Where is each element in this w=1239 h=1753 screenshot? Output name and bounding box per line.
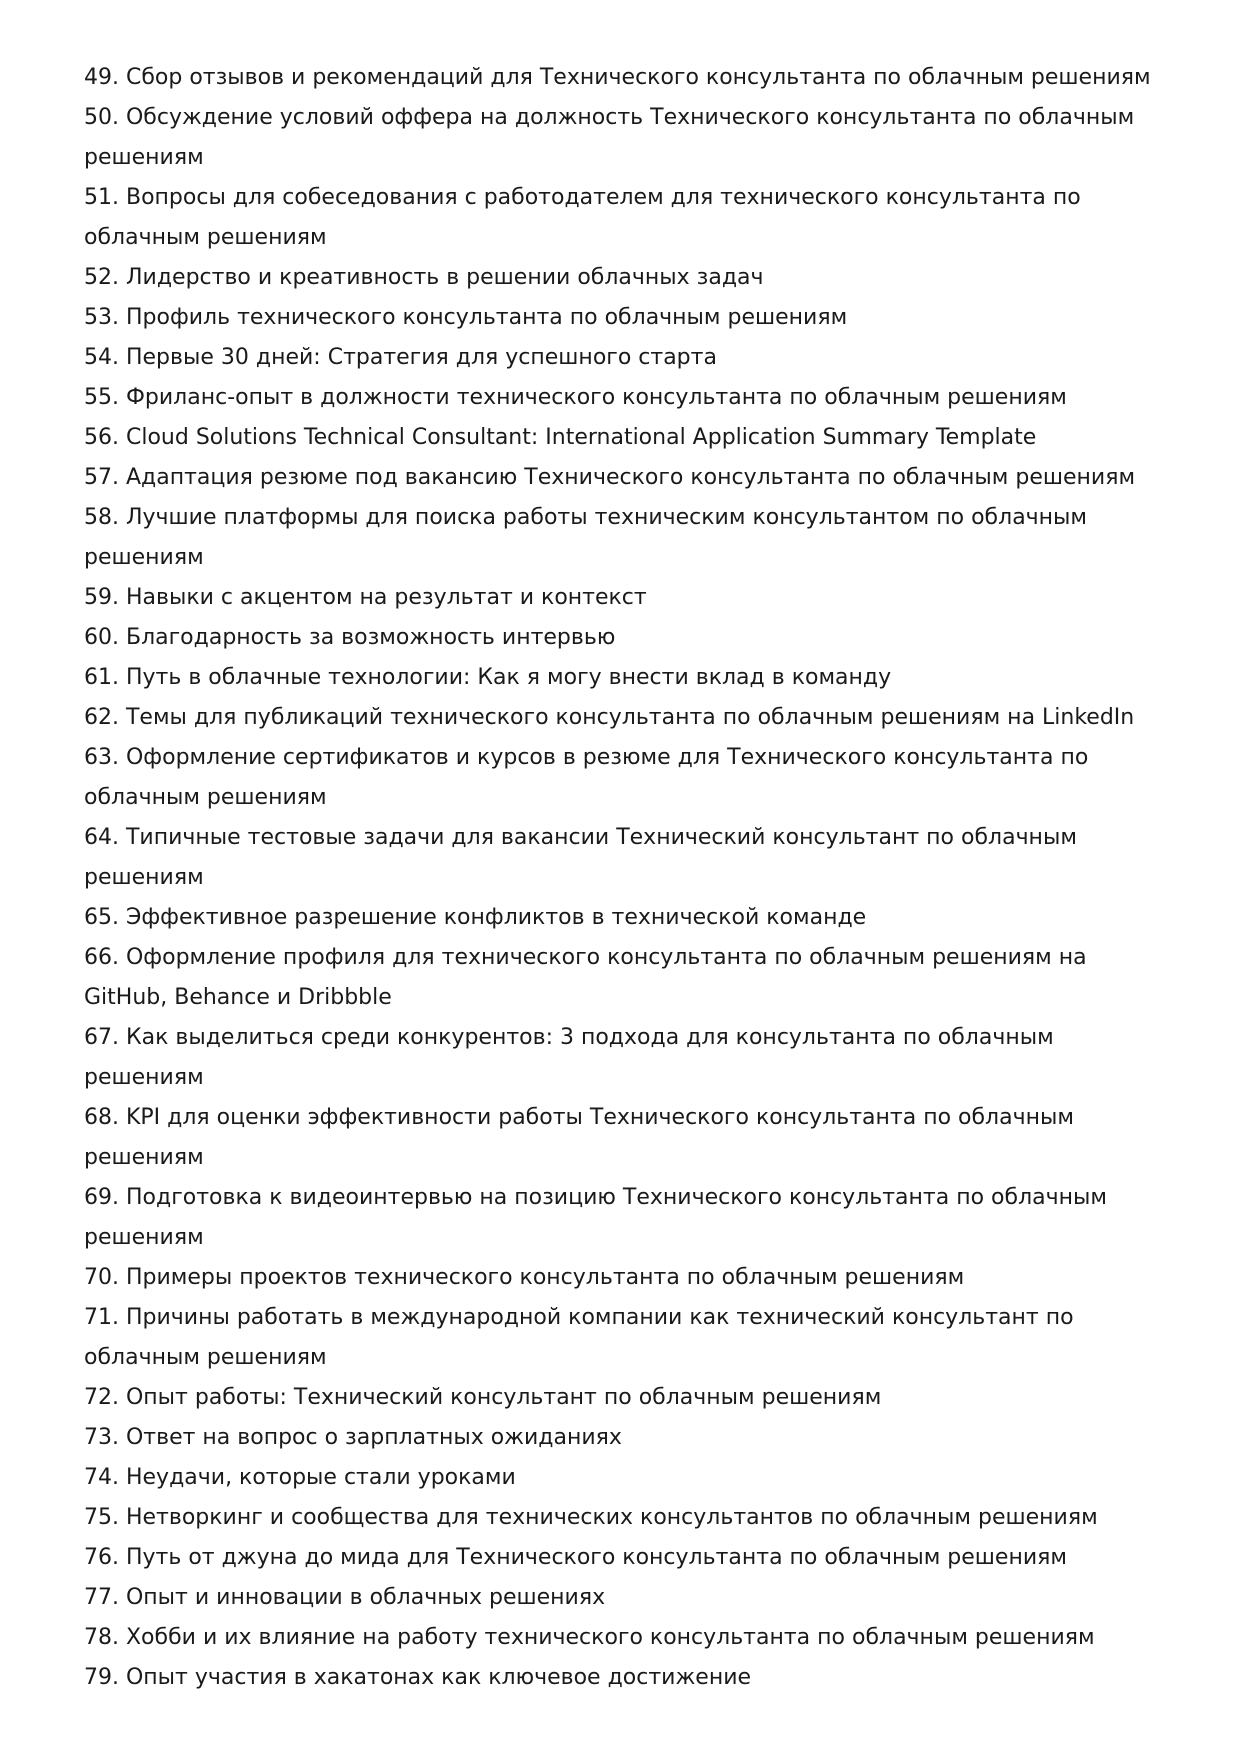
list-item: 59. Навыки с акцентом на результат и контекст [84,585,647,610]
list-item: 76. Путь от джуна до мида для Технического консультанта по облачным решениям [84,1545,1067,1570]
list-item: 65. Эффективное разрешение конфликтов в технической команде [84,905,867,930]
list-item: 52. Лидерство и креативность в решении облачных задач [84,265,764,290]
document-page [84,58,1174,1698]
list-item: 66. Оформление профиля для технического консультанта по облачным решениям на GitHub, Behance и Dribbble [84,945,1087,1010]
list-item: 70. Примеры проектов технического консультанта по облачным решениям [84,1265,965,1290]
list-item: 73. Ответ на вопрос о зарплатных ожиданиях [84,1425,622,1450]
list-item: 64. Типичные тестовые задачи для вакансии Технический консультант по облачным решениям [84,825,1077,890]
list-item: 63. Оформление сертификатов и курсов в резюме для Технического консультанта по облачным решениям [84,745,1089,810]
list-item: 68. KPI для оценки эффективности работы Технического консультанта по облачным решениям [84,1105,1074,1170]
list-item: 49. Сбор отзывов и рекомендаций для Технического консультанта по облачным решениям [84,65,1151,90]
list-item: 79. Опыт участия в хакатонах как ключевое достижение [84,1665,752,1690]
list-item: 72. Опыт работы: Технический консультант по облачным решениям [84,1385,882,1410]
list-item: 61. Путь в облачные технологии: Как я могу внести вклад в команду [84,665,892,690]
list-item: 75. Нетворкинг и сообщества для технических консультантов по облачным решениям [84,1505,1098,1530]
list-item: 67. Как выделиться среди конкурентов: 3 подхода для консультанта по облачным решениям [84,1025,1054,1090]
list-item: 53. Профиль технического консультанта по облачным решениям [84,305,848,330]
list-item: 77. Опыт и инновации в облачных решениях [84,1585,606,1610]
list-item: 74. Неудачи, которые стали уроками [84,1465,516,1490]
list-item: 54. Первые 30 дней: Стратегия для успешного старта [84,345,717,370]
list-item: 50. Обсуждение условий оффера на должность Технического консультанта по облачным решениям [84,105,1135,170]
list-item: 62. Темы для публикаций технического консультанта по облачным решениям на LinkedIn [84,705,1135,730]
list-item: 57. Адаптация резюме под вакансию Технического консультанта по облачным решениям [84,465,1136,490]
list-item: 51. Вопросы для собеседования с работодателем для технического консультанта по облачным решениям [84,185,1081,250]
list-item: 56. Cloud Solutions Technical Consultant: International Application Summary Template [84,425,1037,450]
list-item: 58. Лучшие платформы для поиска работы техническим консультантом по облачным решениям [84,505,1088,570]
list-item: 71. Причины работать в международной компании как технический консультант по облачным решениям [84,1305,1074,1370]
list-item: 55. Фриланс-опыт в должности технического консультанта по облачным решениям [84,385,1067,410]
list-item: 60. Благодарность за возможность интервью [84,625,616,650]
list-item: 69. Подготовка к видеоинтервью на позицию Технического консультанта по облачным решениям [84,1185,1107,1250]
toc-list [84,58,1174,1698]
list-item: 78. Хобби и их влияние на работу технического консультанта по облачным решениям [84,1625,1095,1650]
